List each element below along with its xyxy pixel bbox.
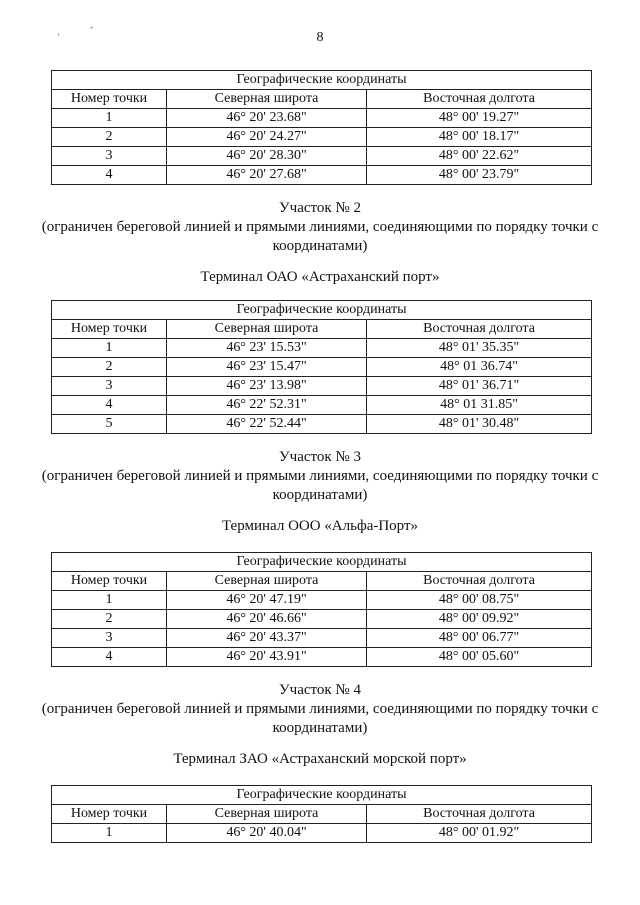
point-number-cell: 2 bbox=[52, 358, 167, 377]
longitude-cell: 48° 01' 35.35" bbox=[367, 339, 592, 358]
point-number-cell: 2 bbox=[52, 128, 167, 147]
col-lat-header: Северная широта bbox=[167, 805, 367, 824]
coordinates-table-1 bbox=[51, 70, 592, 185]
section-3-title: Участок № 3 bbox=[279, 449, 361, 465]
coordinates-table-3 bbox=[51, 552, 592, 667]
point-number-cell: 5 bbox=[52, 415, 167, 434]
col-lat-header: Северная широта bbox=[167, 90, 367, 109]
point-number-cell: 3 bbox=[52, 147, 167, 166]
section-4-description: (ограничен береговой линией и прямыми линиями, соединяющими по порядку точки с координатами) bbox=[41, 701, 599, 736]
table-row bbox=[52, 339, 592, 358]
point-number-cell: 1 bbox=[52, 824, 167, 843]
table-row bbox=[52, 610, 592, 629]
col-lon-header: Восточная долгота bbox=[367, 90, 592, 109]
longitude-cell: 48° 00' 22.62" bbox=[367, 147, 592, 166]
latitude-cell: 46° 20' 28.30" bbox=[167, 147, 367, 166]
latitude-cell: 46° 20' 40.04" bbox=[167, 824, 367, 843]
latitude-cell: 46° 20' 27.68" bbox=[167, 166, 367, 185]
longitude-cell: 48° 01' 36.71" bbox=[367, 377, 592, 396]
col-lat-header: Северная широта bbox=[167, 320, 367, 339]
table-row bbox=[52, 109, 592, 128]
point-number-cell: 4 bbox=[52, 648, 167, 667]
col-lat-header: Северная широта bbox=[167, 572, 367, 591]
coordinates-table-2 bbox=[51, 300, 592, 434]
latitude-cell: 46° 22' 52.44" bbox=[167, 415, 367, 434]
longitude-cell: 48° 00' 18.17" bbox=[367, 128, 592, 147]
point-number-cell: 1 bbox=[52, 109, 167, 128]
scan-speck: ' bbox=[58, 32, 60, 42]
section-3-terminal: Терминал ООО «Альфа-Порт» bbox=[221, 518, 419, 534]
table-row bbox=[52, 396, 592, 415]
longitude-cell: 48° 01' 30.48" bbox=[367, 415, 592, 434]
latitude-cell: 46° 20' 47.19" bbox=[167, 591, 367, 610]
latitude-cell: 46° 23' 13.98" bbox=[167, 377, 367, 396]
latitude-cell: 46° 20' 24.27" bbox=[167, 128, 367, 147]
latitude-cell: 46° 20' 46.66" bbox=[167, 610, 367, 629]
table-row bbox=[52, 591, 592, 610]
point-number-cell: 4 bbox=[52, 396, 167, 415]
page-number: 8 bbox=[316, 30, 324, 45]
latitude-cell: 46° 22' 52.31" bbox=[167, 396, 367, 415]
table-row bbox=[52, 648, 592, 667]
latitude-cell: 46° 20' 43.91" bbox=[167, 648, 367, 667]
table-row bbox=[52, 629, 592, 648]
col-lon-header: Восточная долгота bbox=[367, 572, 592, 591]
table-row bbox=[52, 377, 592, 396]
section-4-terminal: Терминал ЗАО «Астраханский морской порт» bbox=[173, 751, 467, 767]
coords-header: Географические координаты bbox=[52, 553, 592, 572]
coords-header: Географические координаты bbox=[52, 301, 592, 320]
table-row bbox=[52, 147, 592, 166]
scan-speck: - bbox=[90, 22, 93, 32]
table-row bbox=[52, 166, 592, 185]
longitude-cell: 48° 00' 09.92" bbox=[367, 610, 592, 629]
longitude-cell: 48° 01 36.74" bbox=[367, 358, 592, 377]
table-row bbox=[52, 415, 592, 434]
longitude-cell: 48° 00' 23.79" bbox=[367, 166, 592, 185]
col-point-header: Номер точки bbox=[52, 572, 167, 591]
point-number-cell: 3 bbox=[52, 377, 167, 396]
section-2-terminal: Терминал ОАО «Астраханский порт» bbox=[200, 269, 440, 285]
latitude-cell: 46° 20' 23.68" bbox=[167, 109, 367, 128]
point-number-cell: 3 bbox=[52, 629, 167, 648]
col-point-header: Номер точки bbox=[52, 320, 167, 339]
coords-header: Географические координаты bbox=[52, 71, 592, 90]
table-row bbox=[52, 358, 592, 377]
longitude-cell: 48° 00' 19.27" bbox=[367, 109, 592, 128]
point-number-cell: 1 bbox=[52, 591, 167, 610]
section-2-description: (ограничен береговой линией и прямыми линиями, соединяющими по порядку точки с координатами) bbox=[41, 219, 599, 254]
latitude-cell: 46° 23' 15.47" bbox=[167, 358, 367, 377]
table-row bbox=[52, 824, 592, 843]
point-number-cell: 2 bbox=[52, 610, 167, 629]
section-3-description: (ограничен береговой линией и прямыми линиями, соединяющими по порядку точки с координатами) bbox=[41, 468, 599, 503]
section-4-title: Участок № 4 bbox=[279, 682, 361, 698]
col-point-header: Номер точки bbox=[52, 805, 167, 824]
longitude-cell: 48° 01 31.85" bbox=[367, 396, 592, 415]
col-lon-header: Восточная долгота bbox=[367, 320, 592, 339]
point-number-cell: 1 bbox=[52, 339, 167, 358]
coordinates-table-4 bbox=[51, 785, 592, 843]
point-number-cell: 4 bbox=[52, 166, 167, 185]
col-point-header: Номер точки bbox=[52, 90, 167, 109]
longitude-cell: 48° 00' 08.75" bbox=[367, 591, 592, 610]
longitude-cell: 48° 00' 06.77" bbox=[367, 629, 592, 648]
longitude-cell: 48° 00' 01.92" bbox=[367, 824, 592, 843]
section-2-title: Участок № 2 bbox=[279, 200, 361, 216]
latitude-cell: 46° 23' 15.53" bbox=[167, 339, 367, 358]
coords-header: Географические координаты bbox=[52, 786, 592, 805]
latitude-cell: 46° 20' 43.37" bbox=[167, 629, 367, 648]
table-row bbox=[52, 128, 592, 147]
longitude-cell: 48° 00' 05.60" bbox=[367, 648, 592, 667]
col-lon-header: Восточная долгота bbox=[367, 805, 592, 824]
